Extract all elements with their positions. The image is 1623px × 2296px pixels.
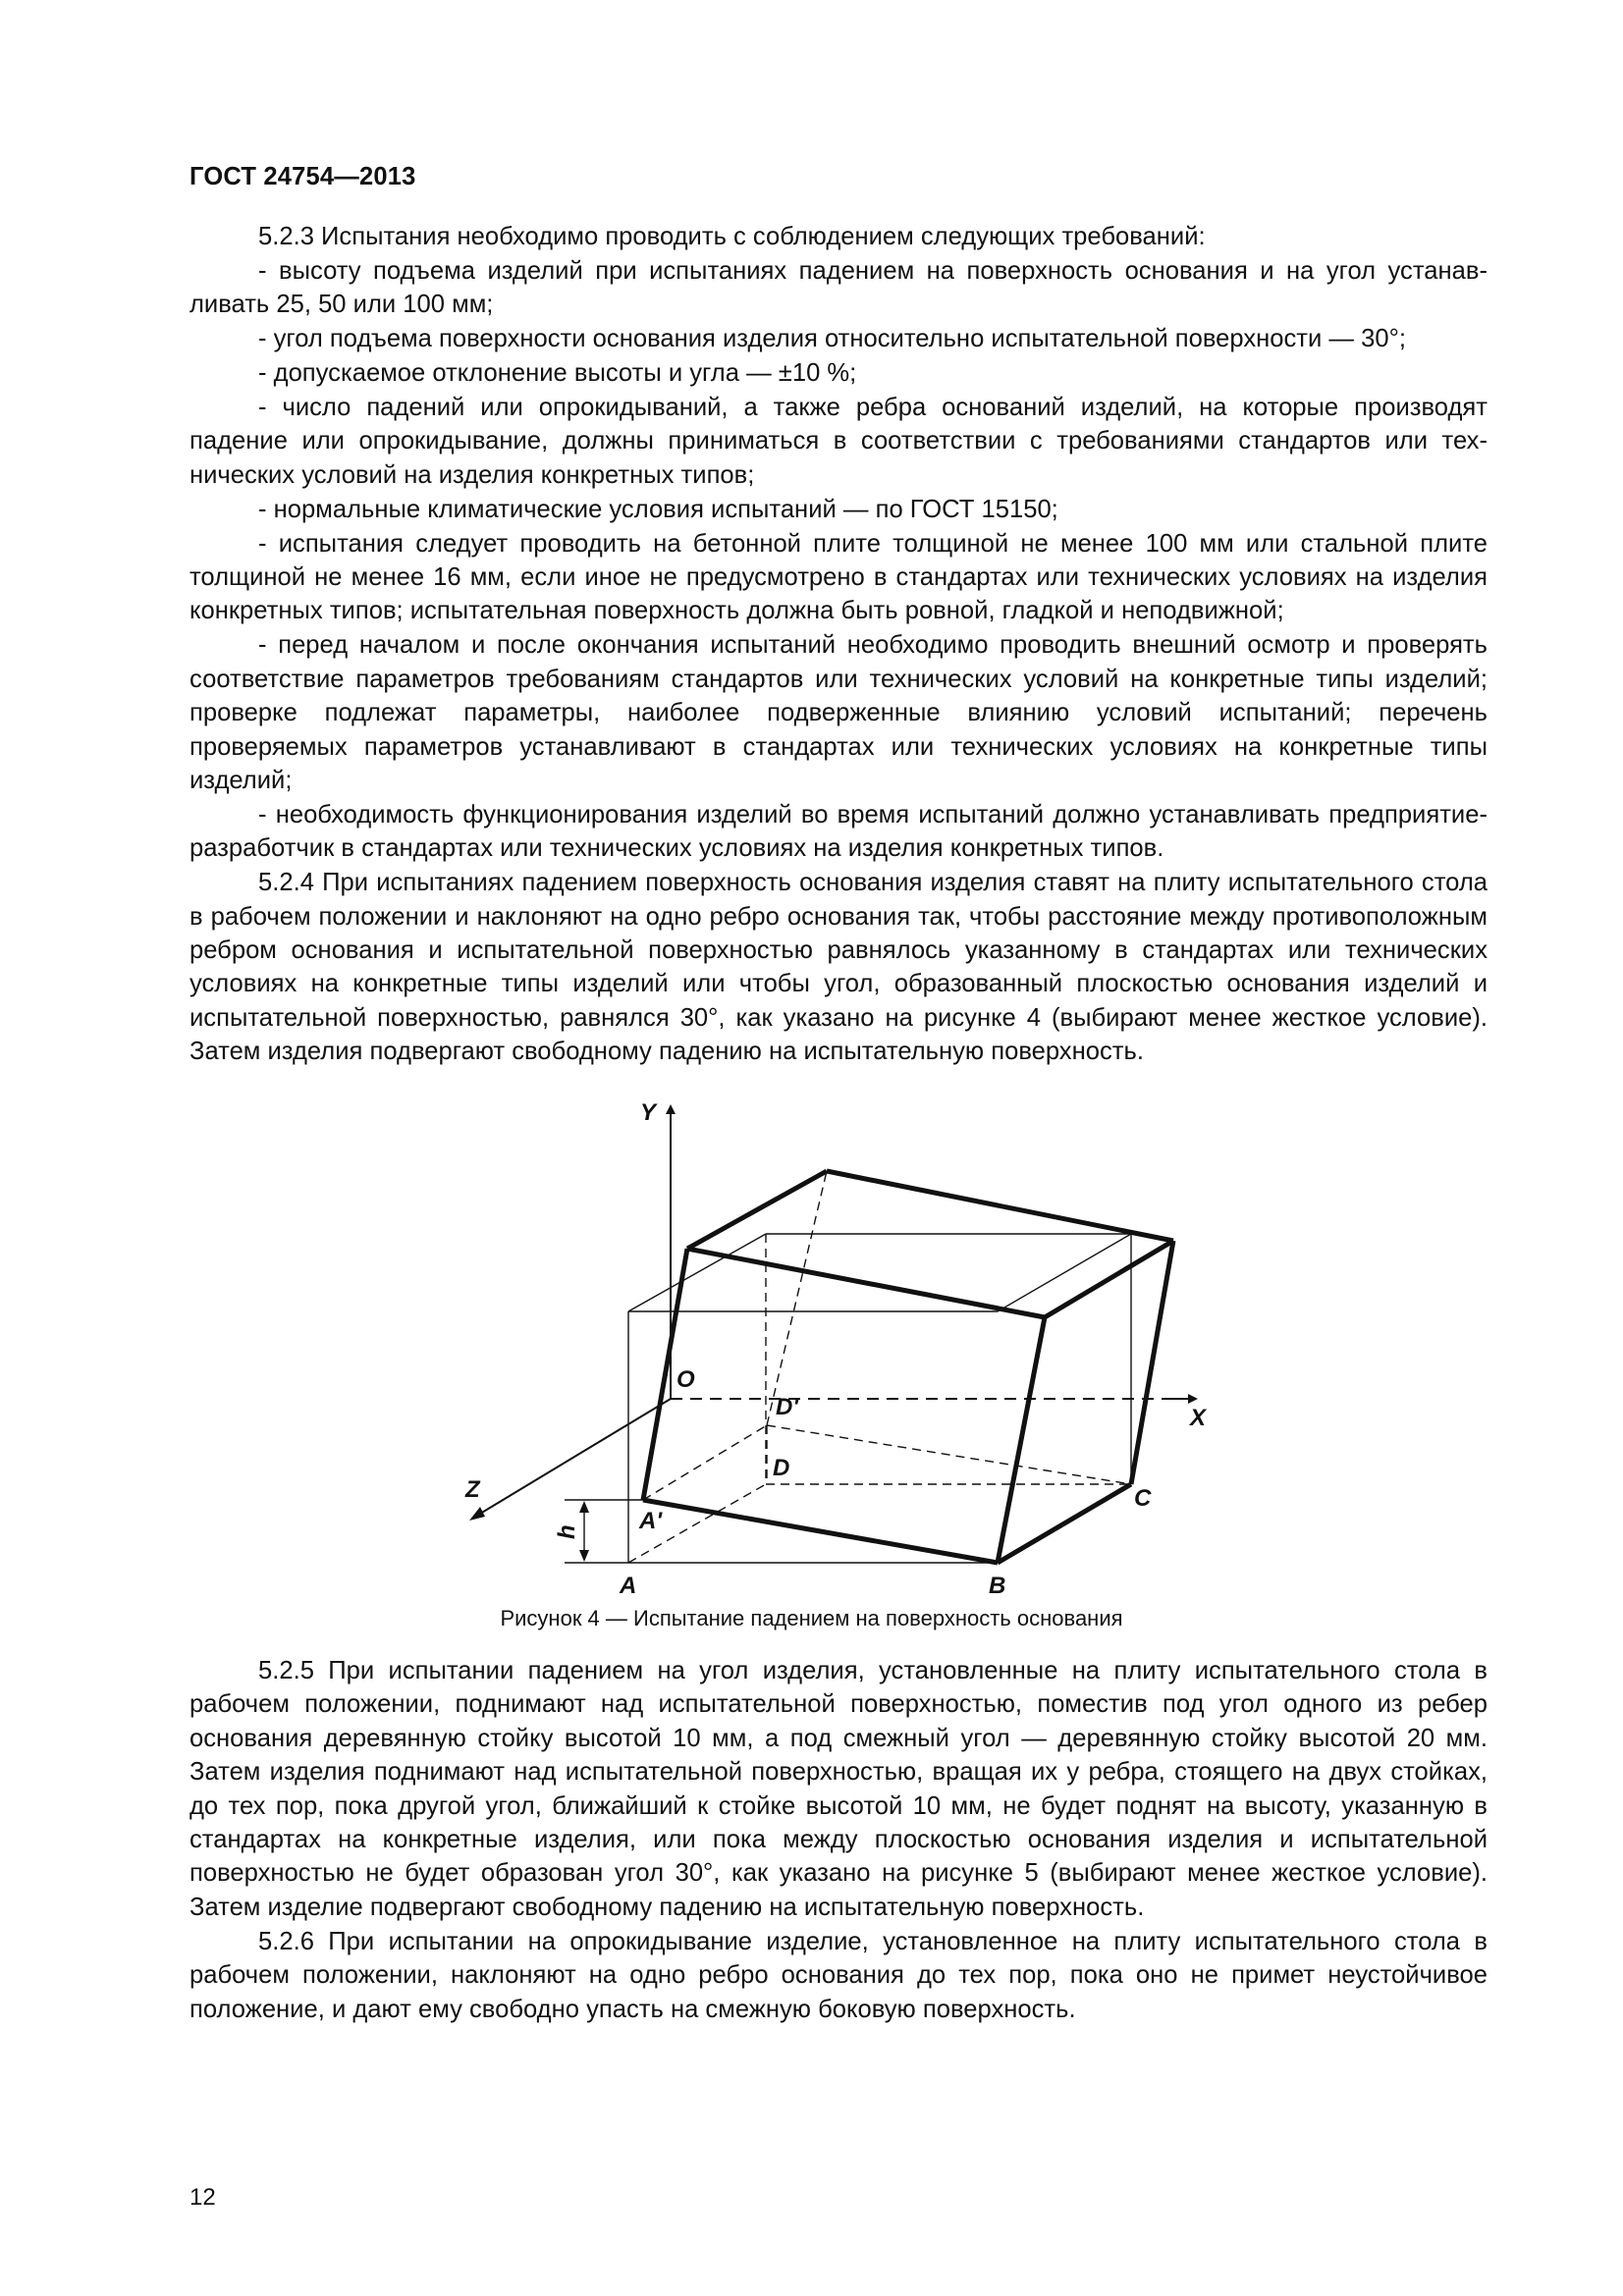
point-c-label: C <box>1134 1485 1152 1512</box>
text-block-lower <box>189 1654 1488 2026</box>
z-axis-label: Z <box>465 1476 480 1503</box>
list-item-lift-height: - высоту подъема изделий при испытаниях падением на поверхность основания и на угол устанавливать 25, 50 или 100 мм; <box>189 256 1488 319</box>
paragraph-5-2-5: 5.2.5 При испытании падением на угол изделия, установленные на плиту испытательного стола в рабочем положении, поднимают над испытательной поверхностью, поместив под угол одного из ребер основания деревянную стойку высотой 10 мм, а под смежный угол — деревянную стойку высотой 20 мм. Затем изделия поднимают над испытательной поверхностью, вращая их у ребра, стоящего на двух стойках, до тех пор, пока другой угол, ближайший к стойке высотой 10 мм, не будет поднят на высоту, указанную в стандартах на конкретные изделия, или пока между плоскостью основания изделия и испытательной поверхностью не будет образован угол 30°, как указано на рисунке 5 (выбирают менее жесткое условие). Затем изделие подвергают свободному падению на испытательную поверхность. <box>189 1657 1488 1921</box>
page-number: 12 <box>189 2184 216 2211</box>
y-axis-label: Y <box>640 1099 657 1126</box>
list-item-test-plate: - испытания следует проводить на бетонной плите толщиной не менее 100 мм или стальной плите толщиной не менее 16 мм, если иное не предусмотрено в стандартах или технических условиях на изделия конкретных типов; испытательная поверхность должна быть ровной, гладкой и неподвижной; <box>189 529 1488 625</box>
list-item-inspection: - перед началом и после окончания испытаний необходимо проводить внешний осмотр и проверять соответствие параметров требованиям стандартов или технических условий на конкретные типы изделий; проверке подлежат параметры, наиболее подверженные влиянию условий испытаний; перечень проверяемых параметров устанавливают в стандартах или технических условиях на конкретные типы изделий; <box>189 631 1488 794</box>
point-a-prime-label: A' <box>639 1508 663 1534</box>
height-label: h <box>554 1524 580 1539</box>
point-o-label: O <box>676 1366 695 1393</box>
point-a-label: A <box>620 1573 637 1599</box>
list-item-lift-angle: - угол подъема поверхности основания изделия относительно испытательной поверхности — 30°; <box>258 325 1406 353</box>
reference-box <box>628 1171 1131 1563</box>
point-d-label: D <box>773 1455 790 1481</box>
list-item-climate: - нормальные климатические условия испытаний — по ГОСТ 15150; <box>258 495 1058 523</box>
paragraph-5-2-4: 5.2.4 При испытаниях падением поверхность основания изделия ставят на плиту испытательного стола в рабочем положении и наклоняют на одно ребро основания так, чтобы расстояние между противоположным ребром основания и испытательной поверхностью равнялось указанному в стандартах или технических условиях на конкретные типы изделий или чтобы угол, образованный плоскостью основания изделий и испытательной поверхностью, равнялся 30°, как указано на рисунке 4 (выбирают менее жесткое условие). Затем изделия подвергают свободному падению на испытательную поверхность. <box>189 869 1488 1066</box>
point-d-prime-label: D' <box>776 1394 799 1420</box>
list-item-functioning: - необходимость функционирования изделий во время испытаний должно устанавливать предприятие-разработчик в стандартах или технических условиях на изделия конкретных типов. <box>189 800 1488 863</box>
paragraph-5-2-6: 5.2.6 При испытании на опрокидывание изделие, установленное на плиту испытательного стола в рабочем положении, наклоняют на одно ребро основания до тех пор, пока оно не примет неустойчивое положение, и дают ему свободно упасть на смежную боковую поверхность. <box>189 1927 1488 2023</box>
point-b-label: B <box>989 1573 1006 1599</box>
figure-caption: Рисунок 4 — Испытание падением на поверхность основания <box>500 1606 1123 1630</box>
figure-4-diagram <box>0 1095 1623 1625</box>
text-block-upper <box>189 220 1488 1069</box>
list-item-tolerance: - допускаемое отклонение высоты и угла — ±10 %; <box>258 359 857 388</box>
paragraph-5-2-3: 5.2.3 Испытания необходимо проводить с соблюдением следующих требований: <box>258 223 1206 250</box>
coordinate-axes <box>469 1106 1196 1521</box>
tilted-product-box <box>643 1171 1173 1563</box>
x-axis-label: X <box>1190 1405 1207 1431</box>
list-item-drop-count: - число падений или опрокидываний, а также ребра оснований изделий, на которые производят падение или опрокидывание, должны приниматься в соответствии с требованиями стандартов или технических условий на изделия конкретных типов; <box>189 394 1488 489</box>
document-header: ГОСТ 24754—2013 <box>189 163 416 190</box>
